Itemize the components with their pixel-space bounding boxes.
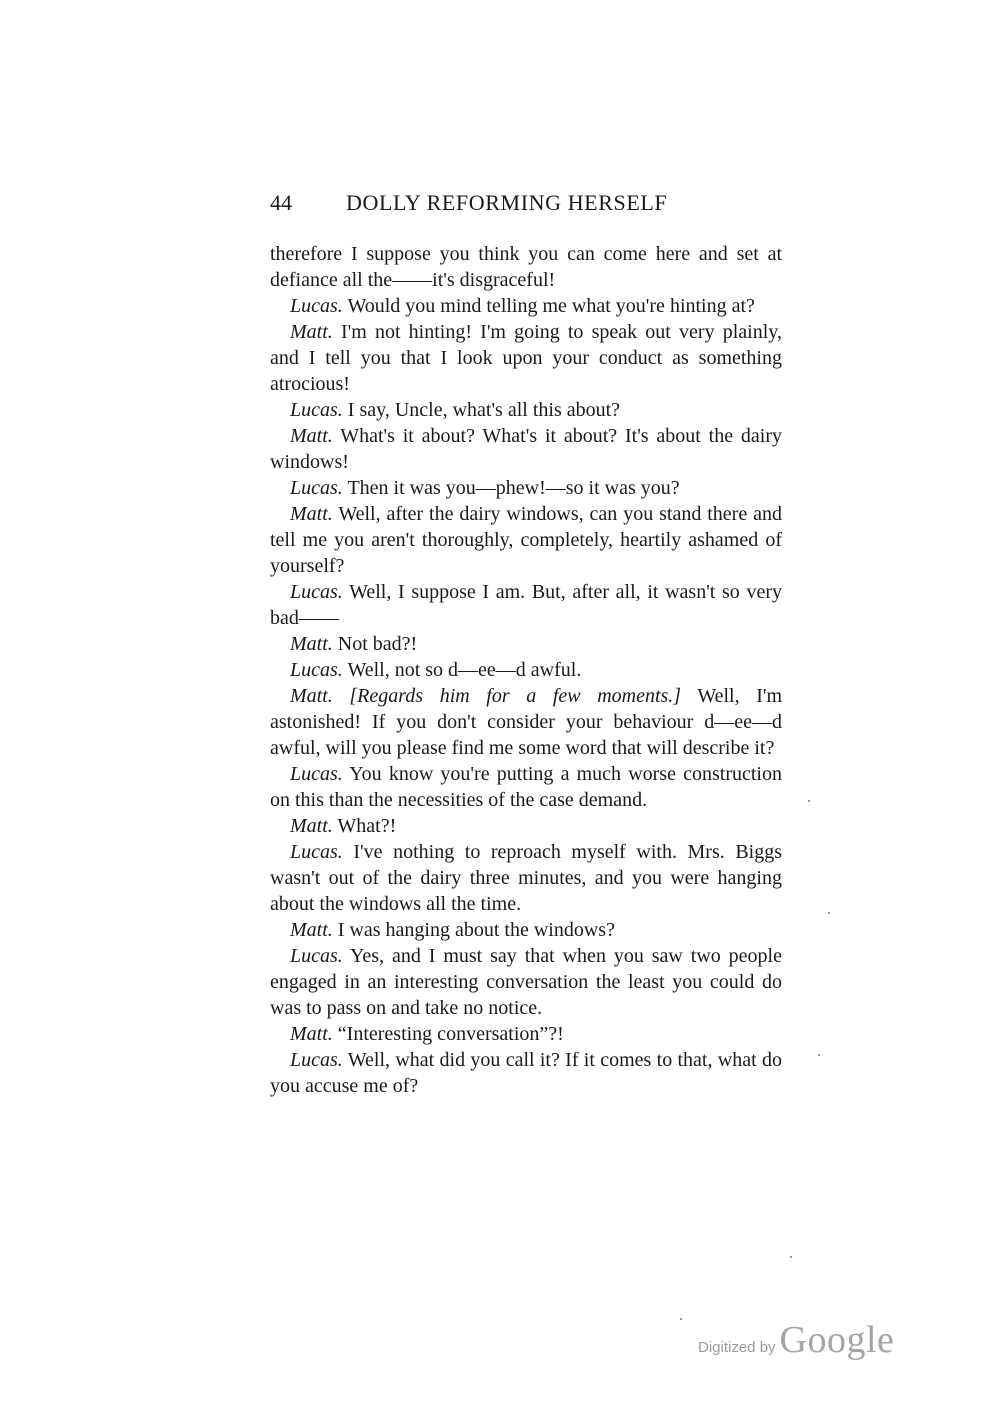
scan-speck (808, 800, 810, 802)
dialogue-text: Not bad?! (337, 633, 418, 655)
speaker-name: Lucas. (290, 1049, 343, 1071)
dialogue-paragraph (270, 579, 782, 631)
dialogue-paragraph (270, 761, 782, 813)
dialogue-paragraph (270, 241, 782, 293)
dialogue-paragraph (270, 657, 782, 683)
speaker-name: Matt. (290, 815, 333, 837)
digitized-label: Digitized by (698, 1339, 776, 1356)
dialogue-text: Would you mind telling me what you're hinting at? (347, 295, 755, 317)
dialogue-paragraph (270, 917, 782, 943)
scan-speck (818, 1054, 820, 1056)
dialogue-paragraph (270, 397, 782, 423)
speaker-name: Matt. (290, 685, 333, 707)
speaker-name: Matt. (290, 503, 333, 525)
dialogue-text: Well, I'm astonished! If you don't consider your behaviour d—ee—d awful, will you please find me some word that will describe it? (270, 685, 783, 759)
dialogue-text: What?! (337, 815, 397, 837)
dialogue-paragraph (270, 293, 782, 319)
dialogue-text: Well, not so d—ee—d awful. (347, 659, 582, 681)
dialogue-paragraph (270, 319, 782, 397)
dialogue-text: “Interesting conversation”?! (337, 1023, 564, 1045)
dialogue-paragraph (270, 683, 782, 761)
scan-speck (790, 1256, 792, 1258)
speaker-name: Lucas. (290, 295, 343, 317)
dialogue-text: I'm not hinting! I'm going to speak out very plainly, and I tell you that I look upon your conduct as something atrocious! (270, 321, 782, 395)
digitized-by-google-watermark (698, 1318, 894, 1368)
dialogue-text: therefore I suppose you think you can come here and set at defiance all the——it's disgraceful! (270, 243, 782, 291)
speaker-name: Matt. (290, 919, 333, 941)
google-logo: Google (779, 1319, 895, 1361)
dialogue-text: Well, after the dairy windows, can you stand there and tell me you aren't thoroughly, completely, heartily ashamed of yourself? (270, 503, 783, 577)
running-title: DOLLY REFORMING HERSELF (346, 190, 668, 215)
dialogue-paragraph (270, 813, 782, 839)
running-header (270, 186, 782, 220)
speaker-name: Lucas. (290, 477, 343, 499)
dialogue-paragraph (270, 1021, 782, 1047)
dialogue-paragraph (270, 423, 782, 475)
dialogue-text: Well, what did you call it? If it comes to that, what do you accuse me of? (270, 1049, 782, 1097)
speaker-name: Matt. (290, 1023, 333, 1045)
speaker-name: Lucas. (290, 841, 343, 863)
speaker-name: Lucas. (290, 945, 343, 967)
dialogue-paragraph (270, 631, 782, 657)
play-text (270, 241, 782, 1099)
dialogue-text: Then it was you—phew!—so it was you? (347, 477, 680, 499)
dialogue-paragraph (270, 839, 782, 917)
speaker-name: Matt. (290, 321, 333, 343)
dialogue-text: I've nothing to reproach myself with. Mrs. Biggs wasn't out of the dairy three minutes, and you were hanging about the windows all the time. (270, 841, 782, 915)
dialogue-paragraph (270, 943, 782, 1021)
speaker-name: Matt. (290, 633, 333, 655)
dialogue-paragraph (270, 1047, 782, 1099)
dialogue-text: Yes, and I must say that when you saw two people engaged in an interesting conversation the least you could do was to pass on and take no notice. (270, 945, 782, 1019)
scan-speck (828, 912, 830, 914)
dialogue-text: I say, Uncle, what's all this about? (347, 399, 621, 421)
speaker-name: Lucas. (290, 581, 343, 603)
dialogue-paragraph (270, 475, 782, 501)
dialogue-text: I was hanging about the windows? (337, 919, 615, 941)
dialogue-text: Well, I suppose I am. But, after all, it wasn't so very bad—— (270, 581, 782, 629)
dialogue-text: What's it about? What's it about? It's about the dairy windows! (270, 425, 782, 473)
scan-speck (680, 1318, 682, 1320)
speaker-name: Lucas. (290, 659, 343, 681)
page-number: 44 (270, 190, 292, 215)
stage-direction: [Regards him for a few moments.] (349, 685, 682, 707)
dialogue-paragraph (270, 501, 782, 579)
speaker-name: Lucas. (290, 763, 343, 785)
speaker-name: Lucas. (290, 399, 343, 421)
speaker-name: Matt. (290, 425, 333, 447)
dialogue-text: You know you're putting a much worse construction on this than the necessities of the case demand. (270, 763, 782, 811)
